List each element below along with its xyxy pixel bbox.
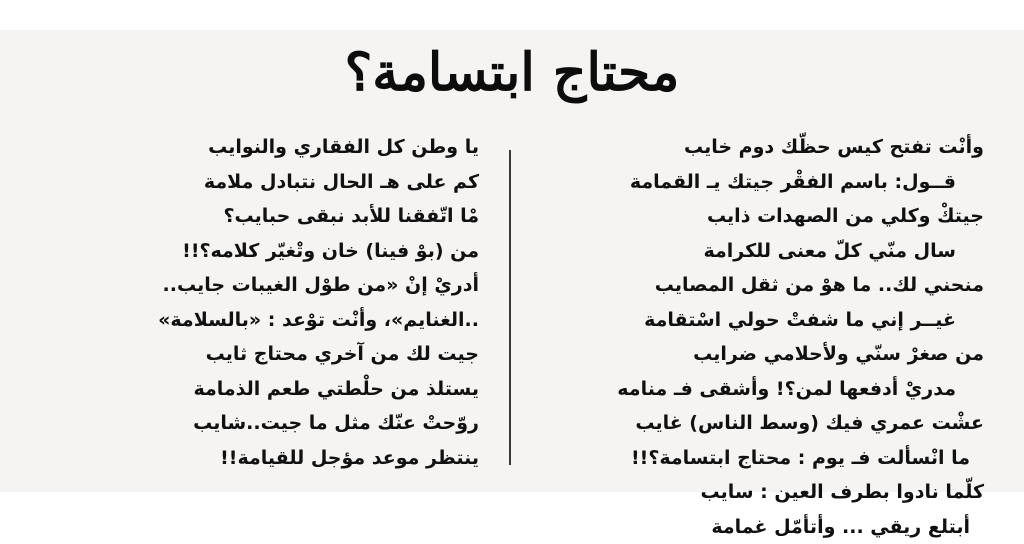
poem-verse: سال منّي كلّ معنى للكرامة <box>544 234 984 269</box>
poem-verse: يستلذ من حلْطتي طعم الذمامة <box>39 372 479 407</box>
poem-verse: أدريْ إنْ «من طوْل الغيبات جايب.. <box>39 268 479 303</box>
poem-verse: من صغرْ سنّي ولأحلامي ضرايب <box>544 337 984 372</box>
poem-verse: عشْت عمري فيك (وسط الناس) غايب <box>544 406 984 441</box>
column-divider <box>509 150 511 465</box>
poem-verse: كم على هـ الحال نتبادل ملامة <box>39 165 479 200</box>
poem-left-column <box>39 130 479 475</box>
poem-verse: أبتلع ريقي ... وأتأمّل غمامة <box>544 510 984 544</box>
poem-verse: جيتكْ وكلي من الصهدات ذايب <box>544 199 984 234</box>
poem-verse: يا وطن كل الفقاري والنوايب <box>39 130 479 165</box>
poem-title: محتاج ابتسامة؟ <box>0 38 1024 108</box>
poem-verse: مدريْ أدفعها لمن؟! وأشقى فـ منامه <box>544 372 984 407</box>
poem-verse: وأنْت تفتح كيس حظّك دوم خايب <box>544 130 984 165</box>
poem-verse: غيــر إني ما شفتْ حولي اسْتقامة <box>544 303 984 338</box>
poem-verse: مْا اتّفقنا للأبد نبقى حبايب؟ <box>39 199 479 234</box>
poem-verse: ينتظر موعد مؤجل للقيامة!! <box>39 441 479 476</box>
poem-verse: من (بوْ فينا) خان وتْغيّر كلامه؟!! <box>39 234 479 269</box>
poem-verse: روّحتْ عنّك مثل ما جيت..شايب <box>39 406 479 441</box>
poem-verse: منحني لك.. ما هوْ من ثقل المصايب <box>544 268 984 303</box>
poem-verse: ما انْسألت فـ يوم : محتاج ابتسامة؟!! <box>544 441 984 476</box>
poem-verse: جيت لك من آخري محتاج ثايب <box>39 337 479 372</box>
poem-verse: قــول: باسم الفقْر جيتك يـ القمامة <box>544 165 984 200</box>
poem-verse: ..الغنايم»، وأنْت توْعد : «بالسلامة» <box>39 303 479 338</box>
poem-verse: كلّما نادوا بطرف العين : سايب <box>544 475 984 510</box>
poem-right-column <box>544 130 984 544</box>
